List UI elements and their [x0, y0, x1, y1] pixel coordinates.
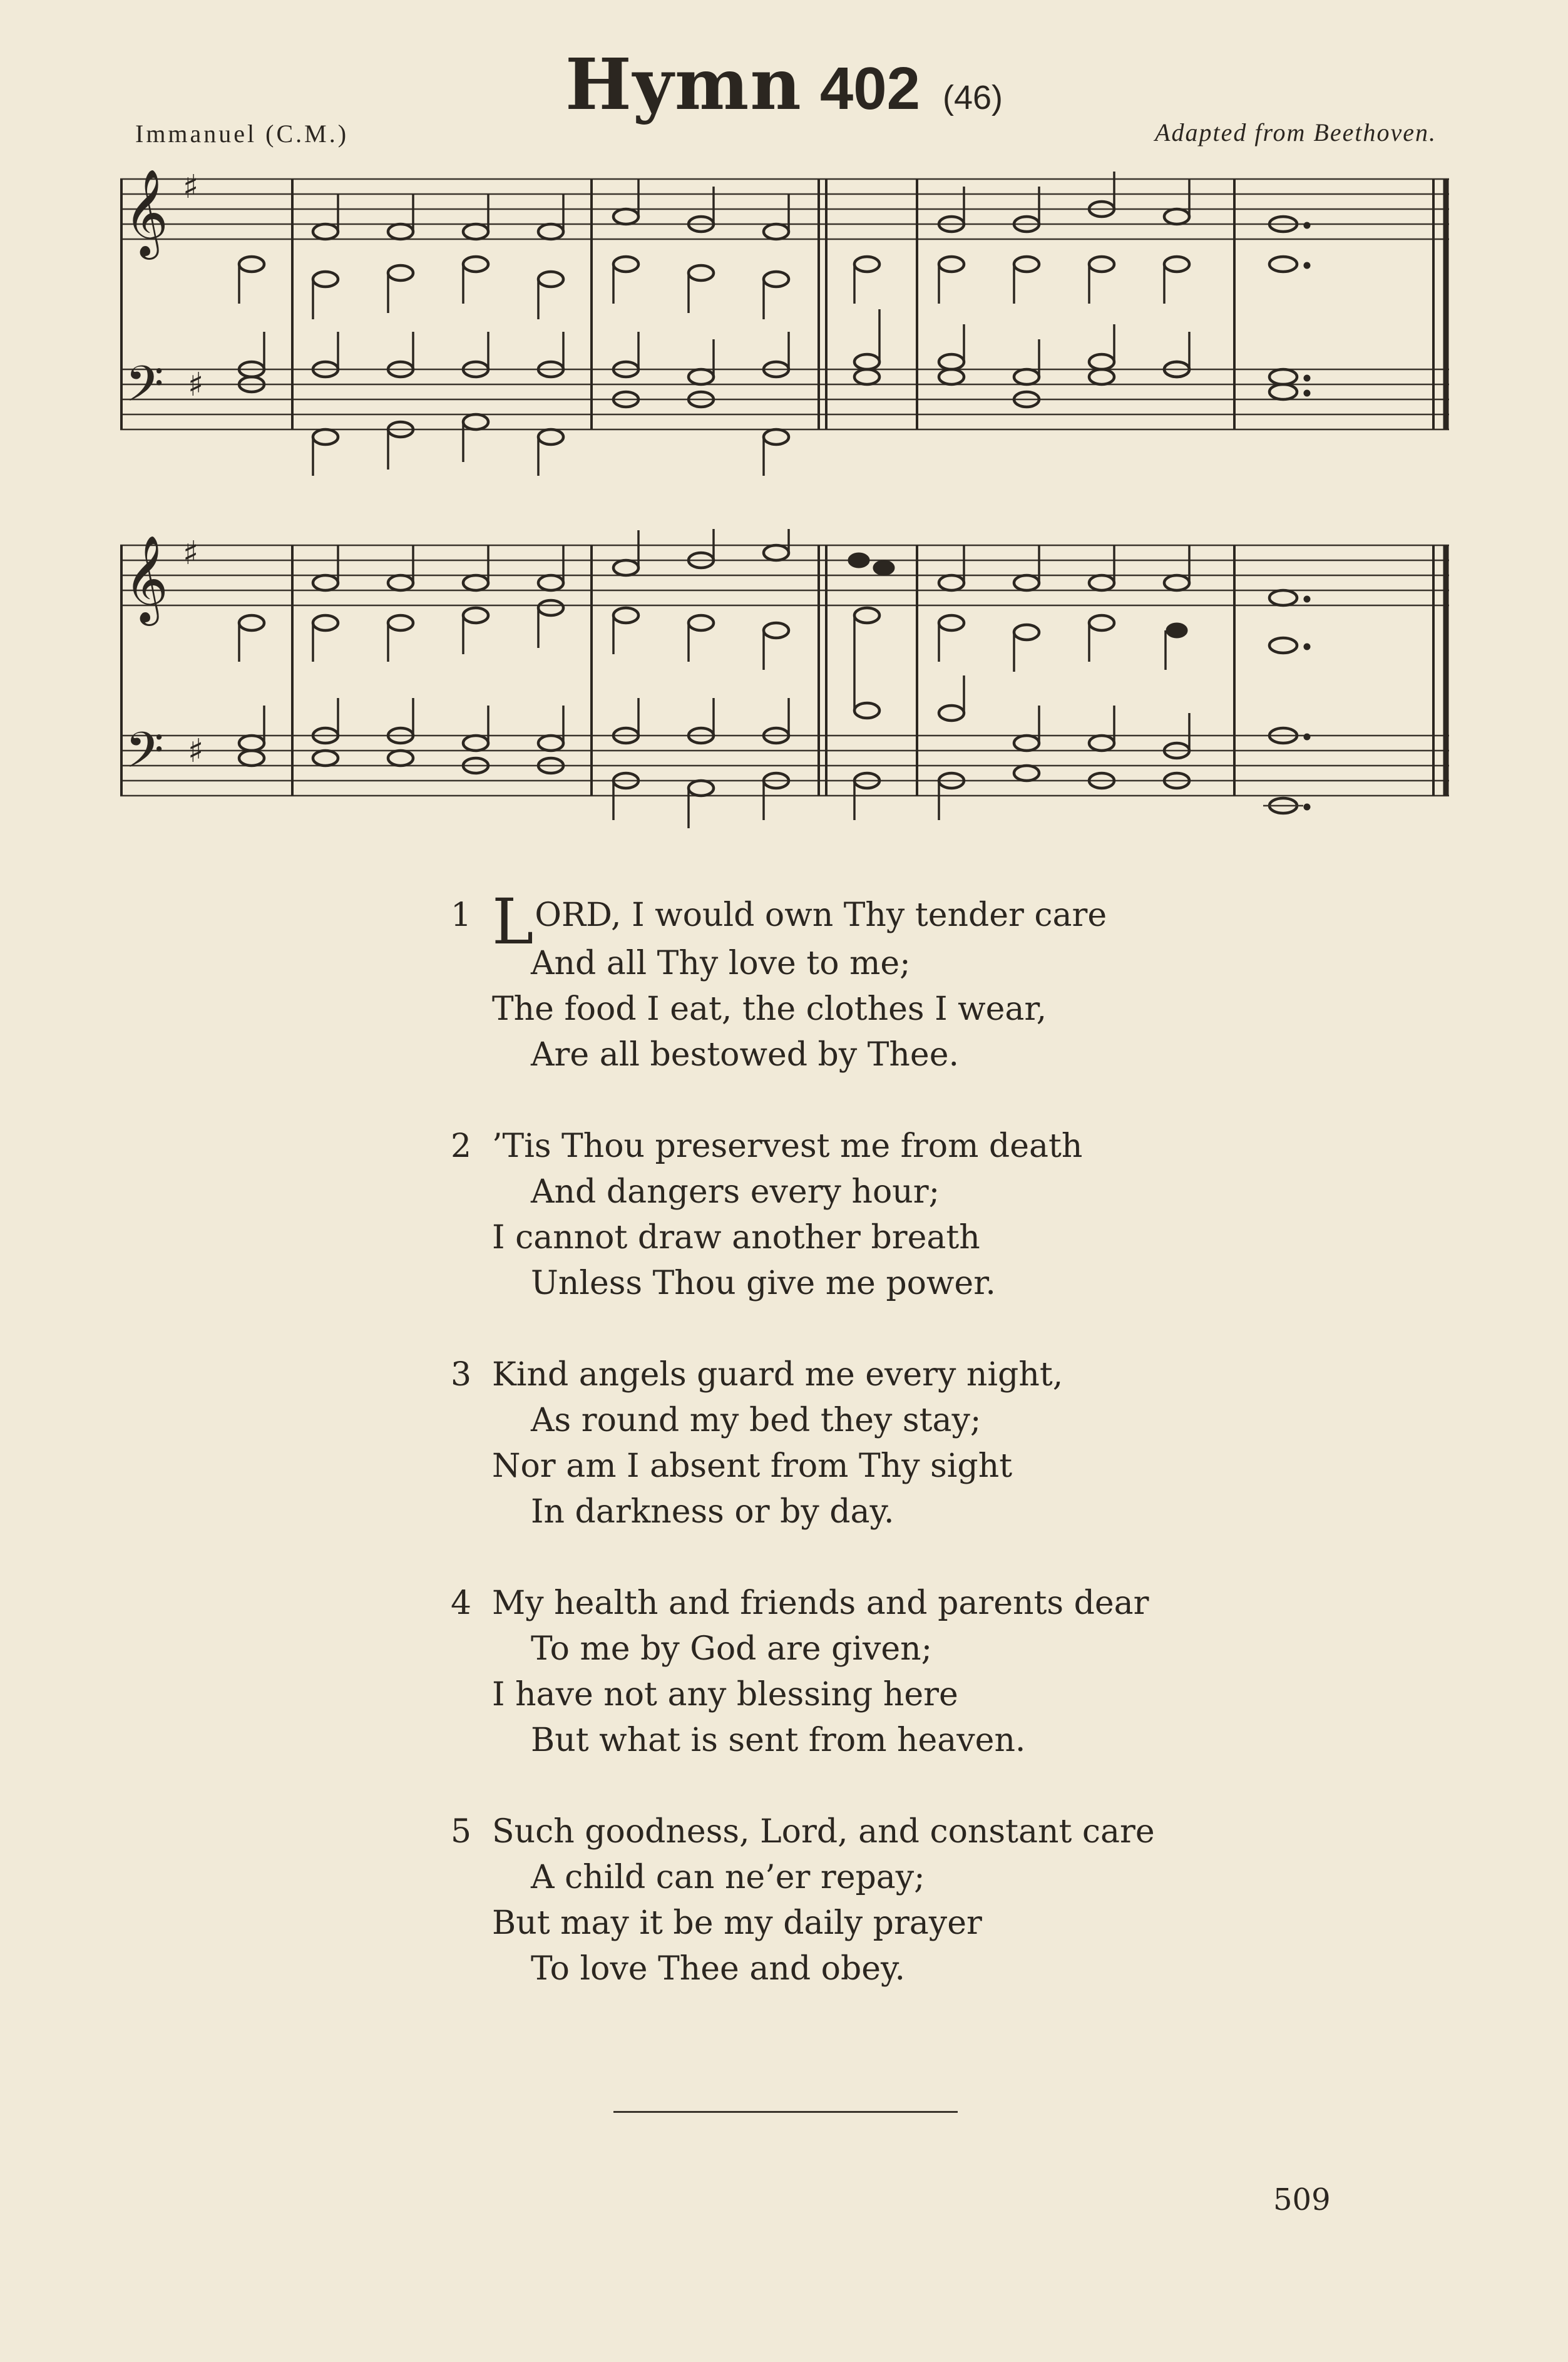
end-rule: [613, 2111, 958, 2113]
verse-line: A child can ne’er repay;: [531, 1859, 925, 1896]
drop-cap: L: [492, 885, 534, 958]
treble-staff: [120, 179, 1449, 239]
treble-clef-icon: 𝄞: [124, 169, 168, 256]
treble-notes: [239, 529, 1309, 672]
verse-number: 1: [451, 896, 472, 934]
verse-number: 2: [451, 1127, 472, 1165]
verse-line: Kind angels guard me every night,: [492, 1356, 1063, 1394]
verse-number: 4: [451, 1584, 472, 1622]
hymn-verses: [451, 885, 1202, 2038]
verse-line: My health and friends and parents dear: [492, 1584, 1149, 1622]
verse-line: Nor am I absent from Thy sight: [492, 1447, 1013, 1485]
verse-number: 3: [451, 1356, 472, 1394]
music-system-2: [0, 529, 1568, 829]
verse-line: Are all bestowed by Thee.: [531, 1036, 959, 1074]
verse-line: But what is sent from heaven.: [531, 1722, 1026, 1759]
bass-notes: [239, 309, 1309, 476]
verse-line: I cannot draw another breath: [492, 1219, 980, 1256]
verse-line: To love Thee and obey.: [531, 1950, 906, 1988]
hymn-number: 402: [819, 55, 920, 122]
verse-5: [451, 1809, 1202, 1992]
verse-line: But may it be my daily prayer: [492, 1904, 982, 1942]
verse-line: ’Tis Thou preservest me from death: [492, 1127, 1083, 1165]
verse-line: And dangers every hour;: [531, 1173, 940, 1211]
verse-line: ORD, I would own Thy tender care: [535, 896, 1107, 934]
verse-line: And all Thy love to me;: [531, 945, 911, 982]
verse-3: [451, 1352, 1202, 1535]
key-sharp-icon: ♯: [183, 168, 199, 206]
bass-clef-icon: 𝄢: [125, 355, 164, 425]
bass-notes: [239, 654, 1309, 828]
verse-4: [451, 1581, 1202, 1764]
treble-clef-icon: 𝄞: [124, 535, 168, 622]
hymn-reference: (46): [942, 79, 1003, 116]
key-sharp-icon: ♯: [188, 732, 204, 770]
bass-clef-icon: 𝄢: [125, 721, 164, 791]
music-system-1: [0, 163, 1568, 501]
bass-staff: [120, 369, 1449, 429]
tune-name: Immanuel (C.M.): [135, 120, 349, 148]
hymn-title: [0, 44, 1568, 126]
verse-number: 5: [451, 1813, 472, 1851]
verse-line: Such goodness, Lord, and constant care: [492, 1813, 1155, 1851]
verse-line: To me by God are given;: [531, 1630, 933, 1668]
title-word: Hymn: [565, 44, 802, 126]
verse-line: In darkness or by day.: [531, 1493, 894, 1531]
verse-line: As round my bed they stay;: [531, 1402, 981, 1439]
verse-line: I have not any blessing here: [492, 1676, 958, 1713]
key-sharp-icon: ♯: [183, 535, 199, 572]
verse-line: Unless Thou give me power.: [531, 1265, 996, 1302]
page-number: 509: [1273, 2182, 1331, 2217]
verse-1: [451, 885, 1202, 1078]
verse-line: The food I eat, the clothes I wear,: [492, 990, 1047, 1028]
composer-credit: Adapted from Beethoven.: [1155, 118, 1437, 146]
verse-2: [451, 1124, 1202, 1307]
key-sharp-icon: ♯: [188, 366, 204, 404]
